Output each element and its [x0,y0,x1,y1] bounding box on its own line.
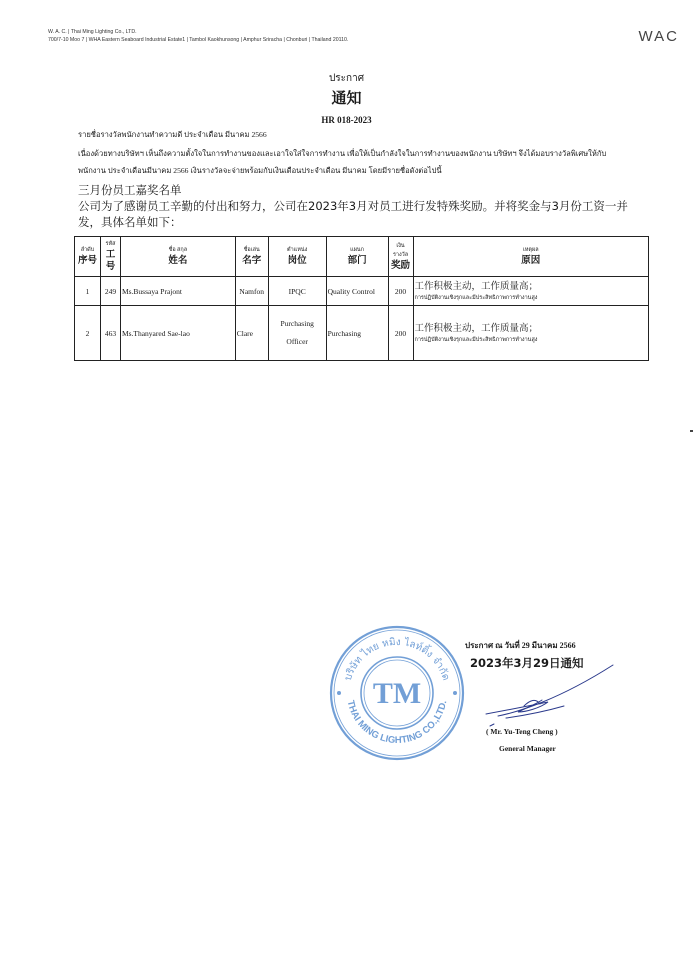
thai-paragraph-line2: เนื่องด้วยทางบริษัทฯ เห็นถึงความตั้งใจในการทำงานของและเอาใจใส่ใจการทำงาน เพื่อให้เป็นกำลังใจในการทำงานของพนักงาน บริษัทฯ จึงได้มอบรางวัลพิเศษให้กับ [78,149,607,158]
title-thai: ประกาศ [328,73,365,84]
cell-no: 1 [75,277,101,306]
table-row [75,306,649,361]
award-table [74,236,649,361]
position-line1: Purchasing [280,319,314,328]
reason-chinese: 工作积极主动，工作质量高； [414,322,539,334]
header-cell: รหัส 工号 [100,237,120,277]
header-cell: ชื่อเล่น 名字 [235,237,268,277]
cell-no: 2 [75,306,101,361]
svg-text:บริษัท ไทย หมิง ไลท์ติ้ง จำกัด [343,636,451,682]
handwritten-signature [478,660,618,730]
reason-chinese: 工作积极主动，工作质量高； [414,280,539,292]
company-name-line: W. A. C. | Thai Ming Lighting Co., LTD. [48,29,137,35]
cell-name: Ms.Bussaya Prajont [120,277,235,306]
cell-reason [413,277,648,306]
table-row [75,277,649,306]
cell-reason [413,306,648,361]
cell-position [268,306,326,361]
cell-position: IPQC [268,277,326,306]
cell-department: Quality Control [326,277,388,306]
announcement-date-thai: ประกาศ ณ วันที่ 29 มีนาคม 2566 [465,641,576,650]
stamp-center-text: TM [372,677,422,710]
header-cell: เงินรางวัล 奖励 [388,237,413,277]
cell-department: Purchasing [326,306,388,361]
header-cell: ลำดับ 序号 [75,237,101,277]
cell-nickname: Clare [235,306,268,361]
cell-id: 249 [100,277,120,306]
signatory-name: ( Mr. Yu-Teng Cheng ) [486,727,558,736]
signatory-title: General Manager [499,744,556,753]
table-header-row [75,237,649,277]
chinese-heading: 三月份员工嘉奖名单 [78,183,182,197]
stamp-ring-top: บริษัท ไทย หมิง ไลท์ติ้ง จำกัด [342,636,452,683]
stamp-ring-bottom: THAI MING LIGHTING CO.,LTD. [344,699,450,747]
cell-award: 200 [388,306,413,361]
cell-award: 200 [388,277,413,306]
reason-thai: การปฏิบัติงานเชิงรุกและมีประสิทธิภาพการทำงานสูง [414,294,538,301]
header-cell: ตำแหน่ง 岗位 [268,237,326,277]
company-address-line: 700/7-10 Moo 7 | WHA Eastern Seaboard Industrial Estate1 | Tambol Kaokhunsong | Amphur Sriracha | Chonburi | Thailand 20110. [48,37,349,43]
cell-id: 463 [100,306,120,361]
company-address [48,28,348,44]
chinese-body: 公司为了感谢员工辛勤的付出和努力，公司在2023年3月对员工进行发特殊奖励。并将奖金与3月份工资一并发，具体名单如下： [78,199,628,229]
reason-thai: การปฏิบัติงานเชิงรุกและมีประสิทธิภาพการทำงานสูง [414,336,538,343]
cell-name: Ms.Thanyared Sae-lao [120,306,235,361]
announcement-date-chinese: 2023年3月29日通知 [470,656,584,670]
header-cell: ชื่อ สกุล 姓名 [120,237,235,277]
thai-paragraph-line1: รายชื่อรางวัลพนักงานทำความดี ประจำเดือน มีนาคม 2566 [78,130,267,139]
company-stamp [327,623,467,763]
title-chinese: 通知 [331,89,362,107]
position-line2: Officer [286,337,308,346]
document-number: HR 018-2023 [321,115,372,125]
header-cell: แผนก 部门 [326,237,388,277]
thai-paragraph-line3: พนักงาน ประจำเดือนมีนาคม 2566 เงินรางวัลจะจ่ายพร้อมกับเงินเดือนประจำเดือน มีนาคม โดยมีรายชื่อดังต่อไปนี้ [78,166,442,175]
cell-nickname: Namfon [235,277,268,306]
header-cell: เหตุผล 原因 [413,237,648,277]
wac-logo: WAC [638,28,679,45]
